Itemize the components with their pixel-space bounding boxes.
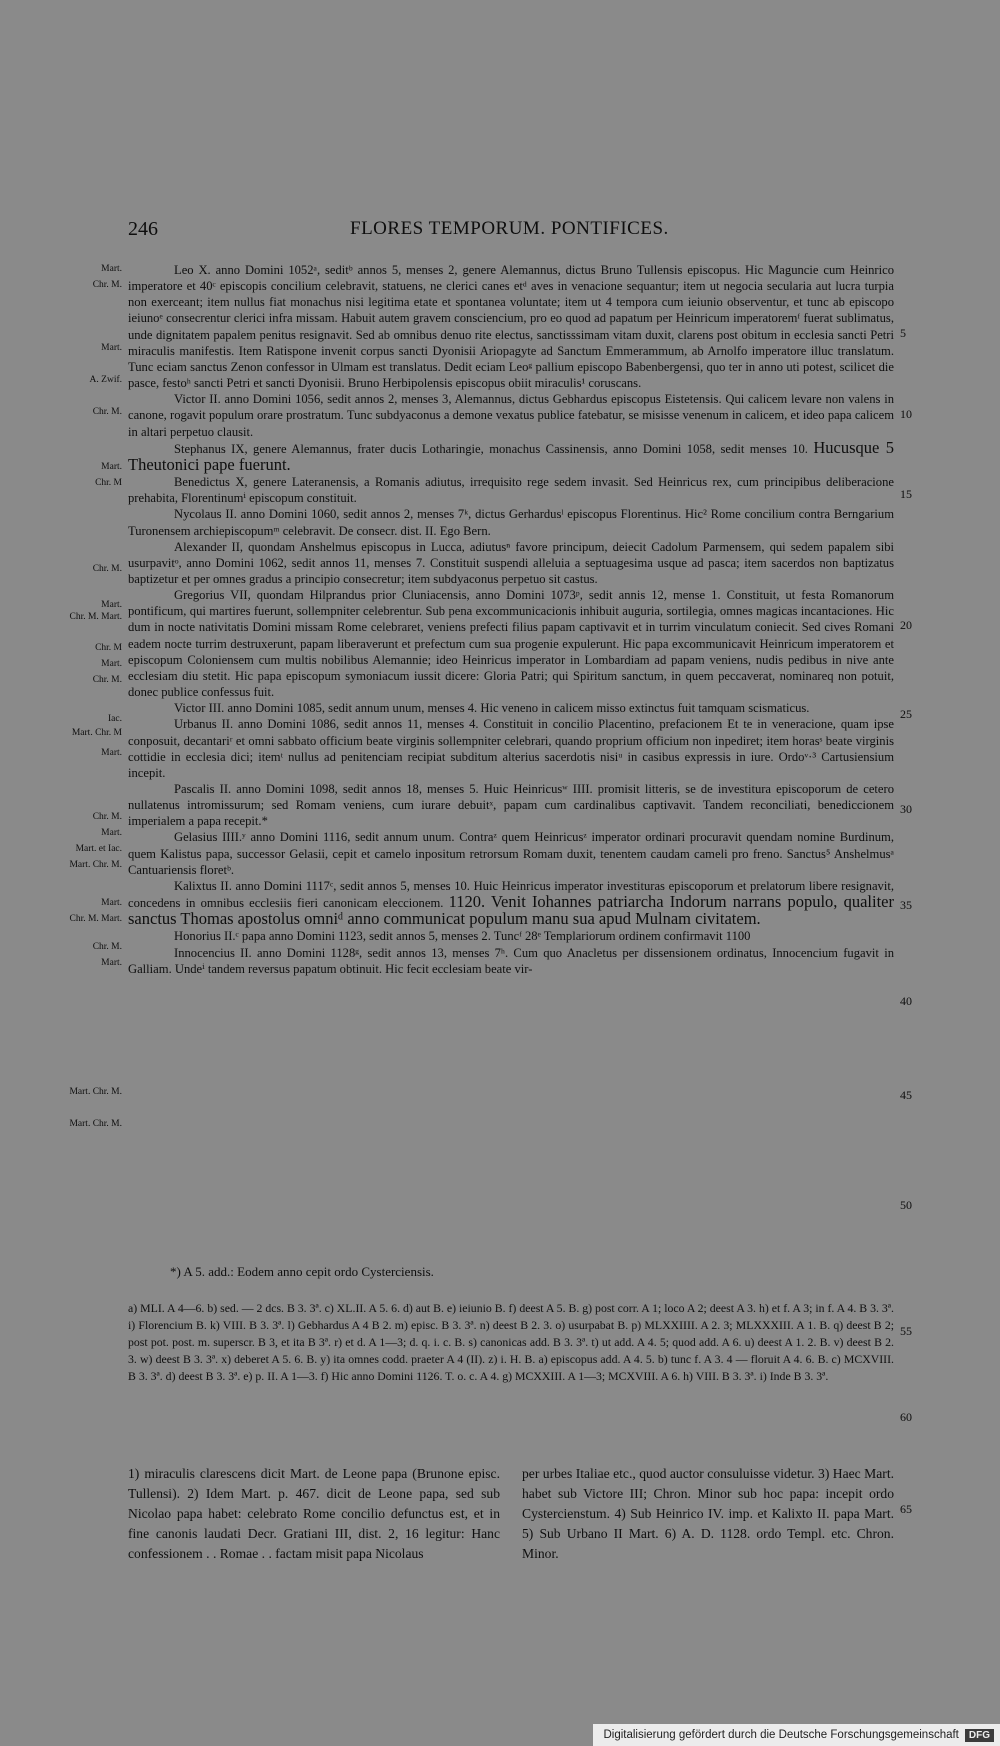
paragraph-pascalis-ii: Pascalis II. anno Domini 1098, sedit annos 18, menses 5. Huic Heinricusʷ IIII. promisit litteris, se de investitura episcoporum de cetero nullatenus intromissurum; sed Romam veniens, cum iurare debuitˣ, papam cum cardinalibus captivavit. Tandem reconciliati, benediccionem imperialem a papa recepit.* [128, 782, 894, 829]
paragraph-innocencius-ii: Innocencius II. anno Domini 1128ᵍ, sedit annos 13, menses 7ʰ. Cum quo Anacletus per dissensionem ordinatus, Innocencium fugavit in Galliam. Undeⁱ tandem reversus papatum obtinuit. Hic fecit ecclesiam beate vir- [128, 945, 894, 976]
page-header [128, 218, 676, 246]
sidenote: Mart. [101, 898, 122, 908]
paragraph-gregorius-vii: Gregorius VII, quondam Hilprandus prior Cluniacensis, anno Domini 1073ᵖ, sedit annis 12, mense 1. Constituit, ut festa Romanorum pontificum, qui martires fuerunt, sollempniter celebrentur. Sub pena excommunicacionis inhibuit auguria, sortilegia, omnes magicas incantaciones. Hic dum in nocte nativitatis Domini missam Rome celebraret, veniens prefecti filius papam captivavit et in turrim vinculatum coniecit. Sed cives Romani eadem nocte turrim destruxerunt, papam liberaverunt et prefectum cum sua progenie expulerunt. Hic papa excommunicavit Heinricum imperatorem et episcopum Coloniensem cum multis nobilibus Alemannie; ideo Heinricus imperator in Lombardiam ad papam veniens, nudis pedibus in nive ante ecclesiam diu stetit. Hic papa episcopum symoniacum iussit dicere: Gloria Patri; qui Spiritum sanctum, in quem peccaverat, nominareq non potuit, donec publice confessus fuit. [128, 588, 894, 700]
main-text [128, 262, 894, 977]
sidenote: Chr. M [95, 478, 122, 488]
paragraph-kalixtus-ii [128, 878, 894, 928]
line-number: 5 [900, 326, 906, 340]
sidenote: A. Zwif. [89, 375, 122, 385]
sidenote: Mart. [101, 659, 122, 669]
sidenote: Mart. [101, 748, 122, 758]
paragraph-urbanus-ii: Urbanus II. anno Domini 1086, sedit annos 11, menses 4. Constituit in concilio Placentino, prefacionem Et te in veneracione, quam ipse conposuit, decantariʳ et omni sabbato officium beate virginis sollempniter celebrari, quando proprium officium non inpediret; item horasˢ beate virginis cottidie in ecclesia dici; itemᵗ nullus ad penitenciam recipiat subditum alterius sacerdotis nisiᵘ in casibus expressis in iure. Ordoᵛ·³ Cartusiensium incepit. [128, 717, 894, 780]
stephanus-text: Stephanus IX, genere Alemannus, frater ducis Lotharingie, monachus Cassinensis, anno Domini 1058, sedit menses 10. [174, 441, 808, 456]
paragraph-nycolaus-ii: Nycolaus II. anno Domini 1060, sedit annos 2, menses 7ᵏ, dictus Gerhardusˡ episcopus Florentinus. Hic² Rome concilium contra Berngarium Turonensem archiepiscopumᵐ celebravit. De consecr. dist. II. Ego Bern. [128, 507, 894, 538]
paragraph-leo-x: Leo X. anno Domini 1052ᵃ, seditᵇ annos 5, menses 2, genere Alemannus, dictus Bruno Tullensis episcopus. Hic Maguncie cum Heinrico imperatore et 40ᶜ episcopis concilium celebravit, statuens, ne clerici canes etᵈ aves in venacione sequantur; item ut negocia secularia aut lucra turpia non exerceant; item nullus fiat monachus nisi legitima etate et spontanea voluntate; item ut 4 tempora cum ieiunio observentur, et tunc ab episcopo ieiunoᵉ consecrentur clerici infra missam. Habuit autem gravem consciencium, pro eo quod ad papatum per Heinricum imperatoremᶠ fuerat sublimatus, unde dignitatem papalem penitus resignavit. Sed ab omnibus denuo rite electus, sanctisssimam vitam duxit, clarens post obitum in ecclesia sancti Petri miraculis manifestis. Item Ratispone invenit corpus sancti Dyonisii Ariopagyte ad Sanctum Emmerammum, ab Arnolfo imperatore illuc translatum. Tunc eciam sanctus Zenon confessor in Ulmam est translatus. Dedit eciam Leoᵍ pallium episcopo Babenbergensi, quo ter in anno uti potest, scilicet die pasce, festoʰ sancti Petri et sancti Dyonisii. Bruno Herbipolensis episcopus obiit miraculis¹ coruscans. [128, 263, 894, 391]
sidenote: Mart. Chr. M. [69, 860, 122, 870]
paragraph-stephanus-ix [128, 437, 894, 474]
sidenote: Iac. [108, 714, 122, 724]
sidenote: Mart. [101, 343, 122, 353]
paragraph-honorius-ii: Honorius II.ᶜ papa anno Domini 1123, sedit annos 5, menses 2. Tuncᶠ 28ᵉ Templariorum ordinem confirmavit 1100 [174, 929, 751, 944]
sidenote: Mart. Chr. M [71, 728, 122, 738]
line-number: 20 [900, 618, 912, 632]
line-number: 65 [900, 1502, 912, 1516]
line-number: 55 [900, 1324, 912, 1338]
sidenote: Mart. Chr. M. [69, 1119, 122, 1129]
paragraph-victor-ii: Victor II. anno Domini 1056, sedit annos 2, menses 3, Alemannus, dictus Gebhardus episcopus Eistetensis. Qui calicem levare non valens in canone, rogavit populum orare prostratum. Tunc subdyaconus a demone vexatus publice fatebatur, se misisse venenum in calicem, et ideo papa calicem in altari perpetuo clausit. [128, 392, 894, 439]
sidenote: Mart. [101, 462, 122, 472]
line-number: 35 [900, 898, 912, 912]
sidenote: Chr. M. [92, 675, 122, 685]
sidenote: Chr. M. [92, 564, 122, 574]
sidenote: Mart. [101, 958, 122, 968]
credit-text: Digitalisierung gefördert durch die Deutsche Forschungsgemeinschaft [603, 1729, 959, 1741]
sidenote: Mart. [101, 828, 122, 838]
digitization-credit [593, 1724, 1000, 1746]
line-number: 45 [900, 1088, 912, 1102]
paragraph-alexander-ii: Alexander II, quondam Anshelmus episcopus in Lucca, adiutusⁿ favore principum, deiecit Cadolum Parmensem, qui sedem papalem sibi usurpavitᵒ, anno Domini 1062, sedit annos 11, menses 7. Constituit suspendi alleluia a septuagesima usque ad pasca; item sacerdos non baptizatus baptizetur et per omnes gradus a principio consecretur; item subdyaconus perpetuo sit castus. [128, 539, 894, 586]
running-head: FLORES TEMPORUM. PONTIFICES. [350, 218, 669, 239]
sidenote: Chr. M. [92, 407, 122, 417]
sidenote: Chr. M. [92, 280, 122, 290]
footnotes-right-column: per urbes Italiae etc., quod auctor consuluisse videtur. 3) Haec Mart. habet sub Victore III; Chron. Minor sub hoc papa: incepit ordo Cystercienstum. 4) Sub Heinrico IV. imp. et Kalixto II. papa Mart. 5) Sub Urbano II Mart. 6) A. D. 1128. ordo Templ. etc. Chron. Minor. [522, 1466, 894, 1561]
sidenote: Chr. M. Mart. [69, 914, 122, 924]
line-number: 30 [900, 802, 912, 816]
footnotes-left-column: 1) miraculis clarescens dicit Mart. de Leone papa (Brunone episc. Tullensi). 2) Idem Mart. p. 467. dicit de Leone papa, sed sub Nicolao papa habet: celebrato Rome concilio defunctus est, et in fine canonis laudati Decr. Gratiani III, dist. 2, 16 legitur: Hanc confessionem . . Romae . . factam misit papa Nicolaus [128, 1466, 500, 1561]
line-number: 10 [900, 407, 912, 421]
sidenote: Chr. M. [92, 812, 122, 822]
line-number: 40 [900, 994, 912, 1008]
paragraph-victor-iii: Victor III. anno Domini 1085, sedit annum unum, menses 4. Hic veneno in calicem misso extinctus fuit tamquam scismaticus. [174, 701, 810, 716]
line-number: 50 [900, 1198, 912, 1212]
paragraph-gelasius: Gelasius IIII.ʸ anno Domini 1116, sedit annum unum. Contraᶻ quem Heinricusᶻ imperator ordinari procuravit quendam nomine Burdinum, quem Kalistus papa, successor Gelasii, cepit et camelo inpositum retrorsum Romam duxit, tenentem caudam cameli pro freno. Sanctus⁵ Anshelmusᵃ Cantuariensis floretᵇ. [128, 830, 894, 877]
sidenote: Chr. M [95, 643, 122, 653]
line-number: 15 [900, 487, 912, 501]
line-number: 25 [900, 707, 912, 721]
sidenote: Mart. et Iac. [75, 844, 122, 854]
sidenote: Mart. [101, 264, 122, 274]
sidenote: Chr. M. Mart. [69, 612, 122, 622]
sidenote: Mart. [101, 600, 122, 610]
iohannes-note: 1120. Venit Iohannes patriarcha Indorum narrans populo, qualiter sanctus Thomas apostolus omniᵈ anno communicat populum manu sua apud Mulnam civitatem. [128, 892, 894, 929]
kalixtus-text: Kalixtus II. anno Domini 1117ᶜ, sedit annos 5, menses 10. Huic Heinricus imperator investituras episcoporum et prelatorum libere resignavit, concedens in omnibus ecclesiis fieri canonicam eleccionem. [128, 878, 894, 911]
page-number: 246 [128, 218, 158, 240]
sidenote: Chr. M. [92, 942, 122, 952]
apparatus-text: a) MLI. A 4—6. b) sed. — 2 dcs. B 3. 3ª. c) XL.II. A 5. 6. d) aut B. e) ieiunio B. f) deest A 5. B. g) post corr. A 1; loco A 2; deest A 3. h) et f. A 3; in f. A 4. B 3. 3ª. i) Florencium B. k) VIII. B 3. 3ª. l) Gebhardus A 4 B 2. m) episc. B 3. 3ª. n) deest B 2. 3. o) usurpabat B. p) MLXXIIII. A 2. 3; MLXXXIII. A 1. B. q) deest B 2; post pot. post. m. superscr. B 3, et ita B 3ª. r) et d. A 1—3; d. q. i. c. B. s) canonicas add. B 3. 3ª. t) ut add. A 4. 5; quod add. A 6. u) deest A 1. 2. B. v) deest B 2. 3. w) deest B 3. 3ª. x) deberet A 5. 6. B. y) ita omnes codd. praeter A 4 (II). z) i. H. B. a) episcopus add. A 4. 5. b) tunc f. A 3. 4 — floruit A 4. 6. B. c) MCXVIII. B 3. 3ª. d) deest B 3. 3ª. e) p. II. A 1—3. f) Hic anno Domini 1126. T. o. c. A 4. g) MCXXIII. A 1—3; MCXVIII. A 6. h) VIII. B 3. 3ª. i) Inde B 3. 3ª. [128, 1301, 894, 1383]
dfg-logo: DFG [965, 1729, 994, 1742]
paragraph-benedictus-x: Benedictus X, genere Lateranensis, a Romanis adiutus, irrequisito rege sedem invasit. Sed Heinricus rex, cum principibus deliberacione prehabita, Florentinumⁱ episcopum constituit. [128, 475, 894, 506]
star-note: *) A 5. add.: Eodem anno cepit ordo Cysterciensis. [170, 1264, 434, 1279]
critical-apparatus [128, 1300, 894, 1385]
line-number: 60 [900, 1410, 912, 1424]
sidenote: Mart. Chr. M. [69, 1087, 122, 1097]
theutonici-note: Hucusque 5 Theutonici pape fuerunt. [128, 437, 894, 474]
